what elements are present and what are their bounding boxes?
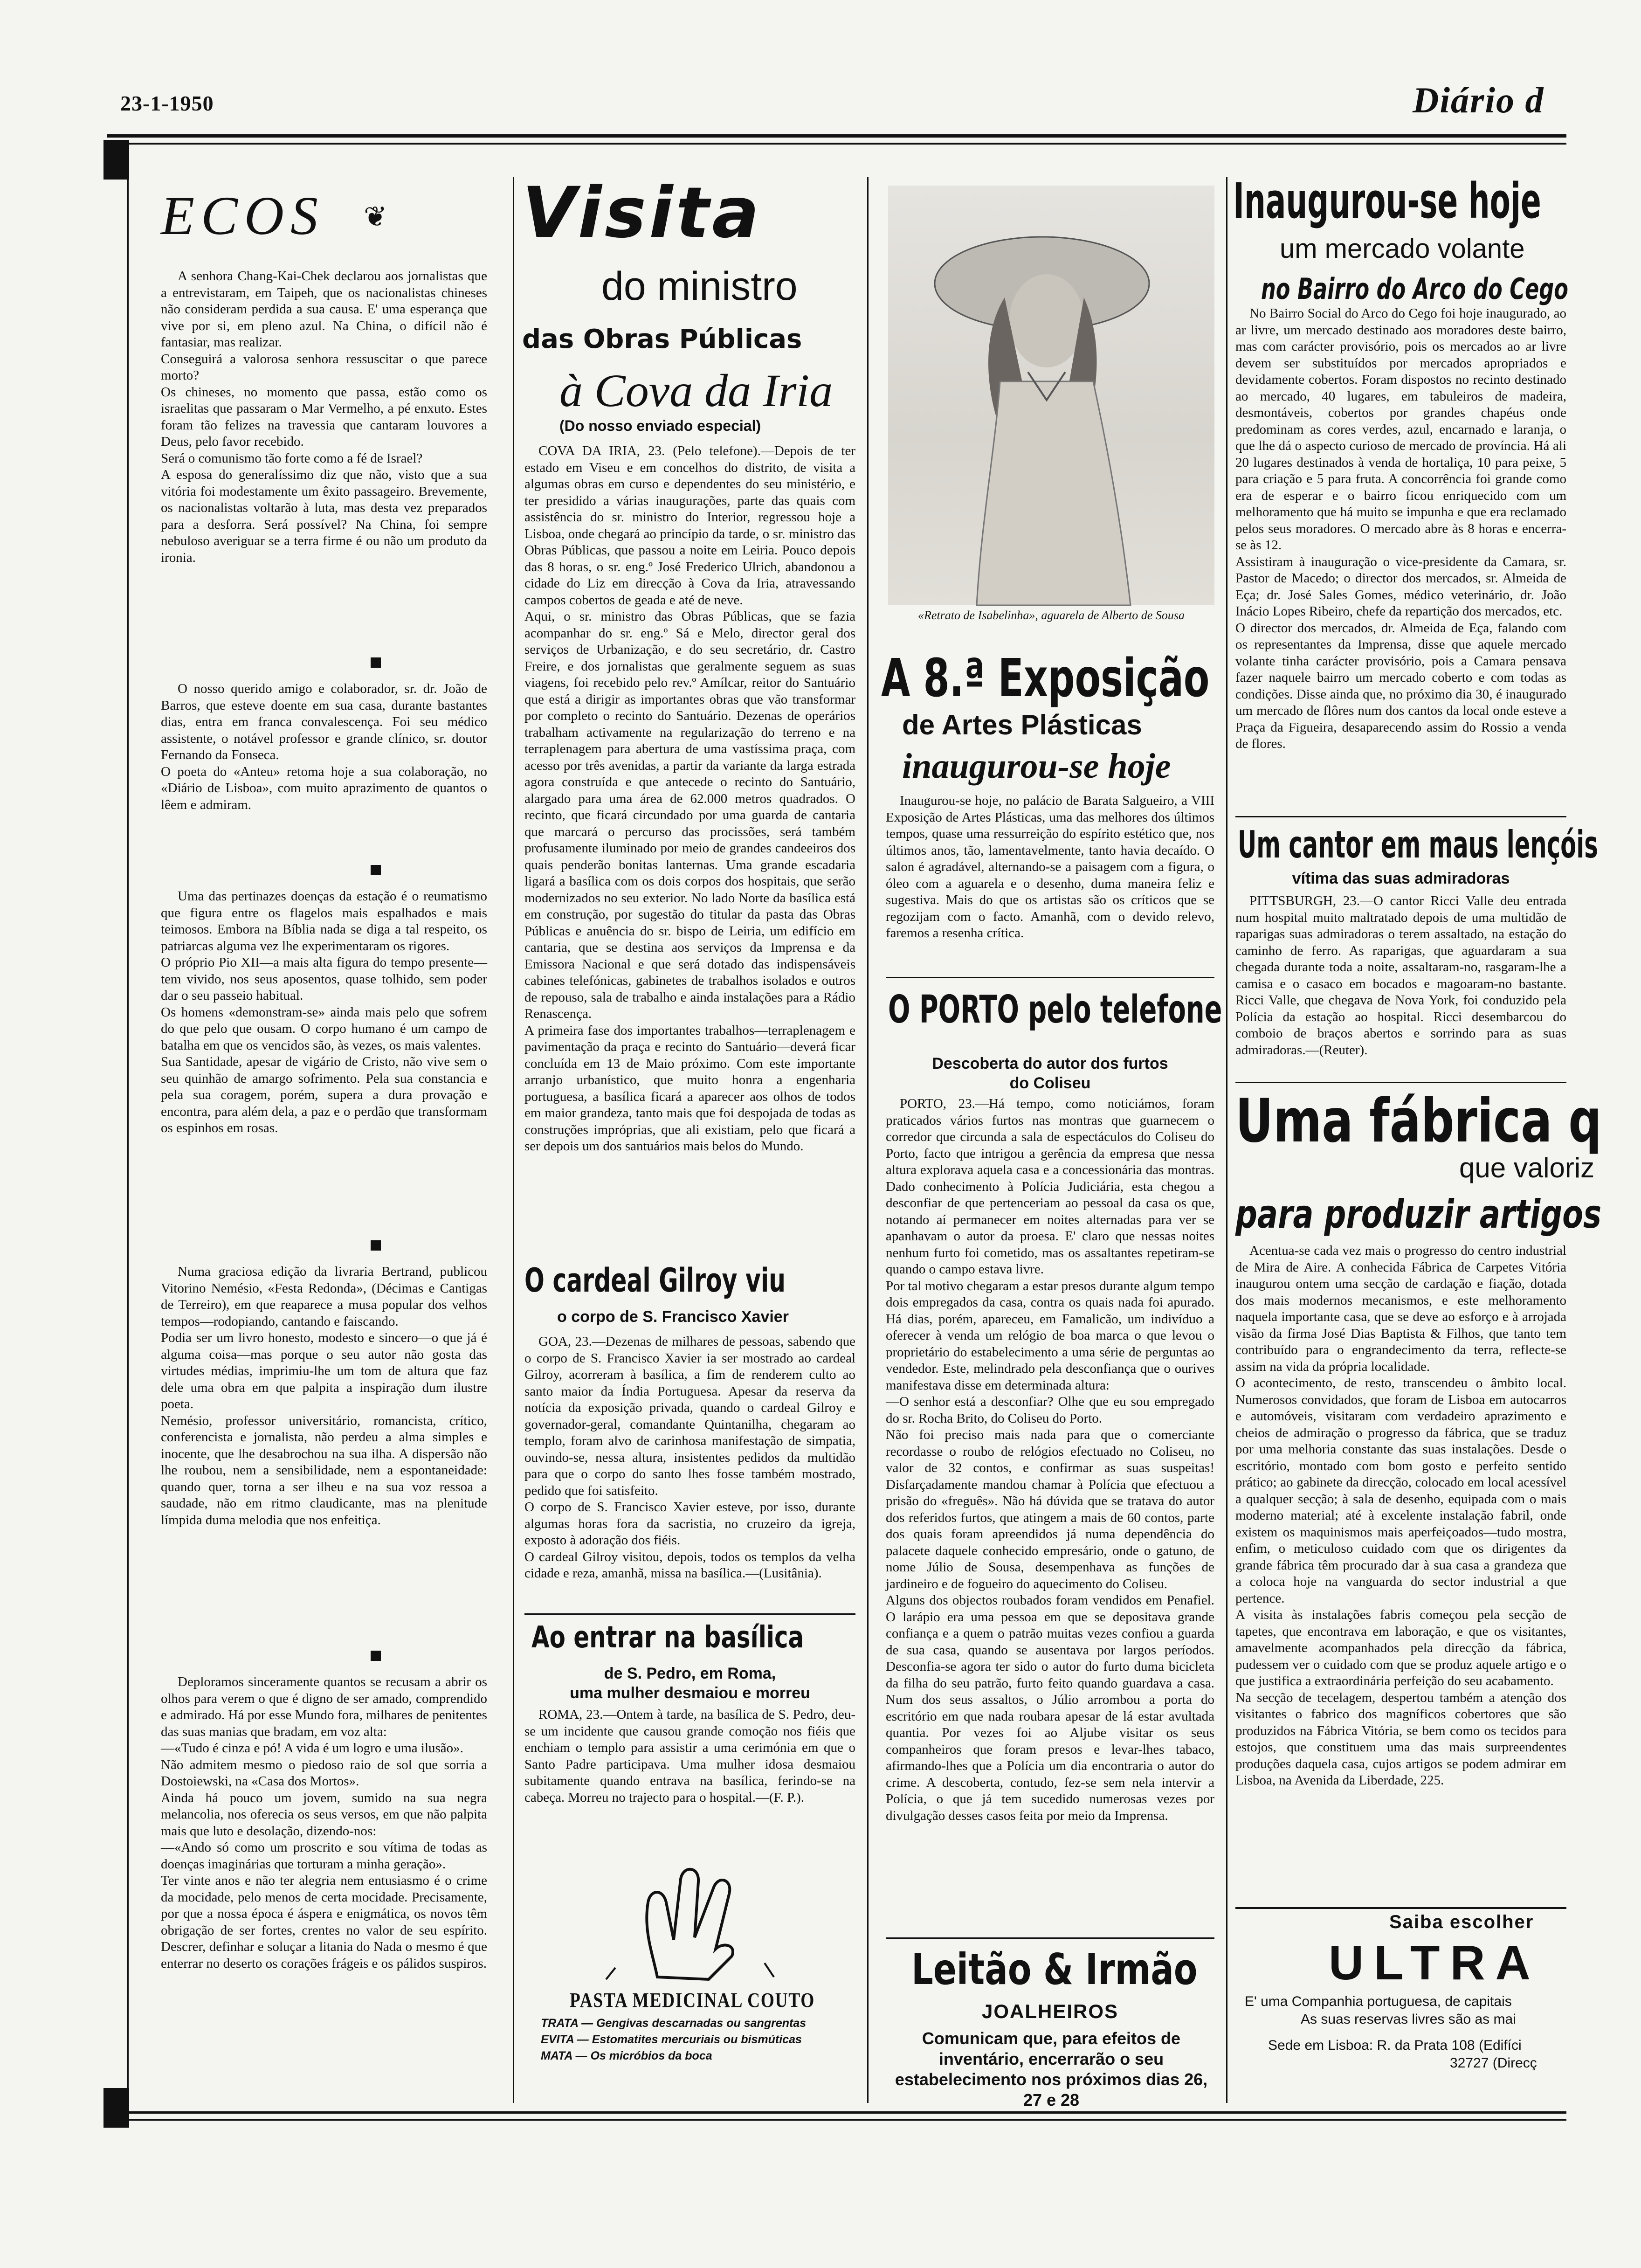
exposicao-headline-3: inaugurou-se hoje — [902, 747, 1171, 786]
separator-square — [371, 657, 381, 668]
visita-byline: (Do nosso enviado especial) — [559, 417, 761, 434]
ecos-title: ECOS — [161, 185, 324, 246]
porto-rule — [886, 977, 1214, 978]
ecos-paragraph-2: O nosso querido amigo e colaborador, sr. dr. João de Barros, que esteve doente em sua casa, durante bastantes dias, entra em franca convalescença. Foi seu médico assistente, o notável professor e grande clínico, sr. doutor Fernando da Fonseca. O poeta do «Anteu» retoma hoje a sua colaboração, no «Diário de Lisboa», com muito aprazimento de quantos o lêem e admiram. — [161, 681, 487, 812]
gilroy-headline: O cardeal Gilroy viu — [524, 1261, 786, 1300]
basilica-headline: Ao entrar na basílica — [531, 1620, 804, 1655]
masthead-rule-top — [107, 134, 1566, 138]
painting-image — [888, 186, 1214, 605]
masthead-rule-bottom — [107, 143, 1566, 145]
leitao-subhead: JOALHEIROS — [981, 2000, 1119, 2022]
exposicao-body: Inaugurou-se hoje, no palácio de Barata Salgueiro, a VIII Exposição de Artes Plásticas, uma das melhores dos últimos tempos, quase uma ressurreição do espírito estético que, nos últimos anos, tão, lamentavelmente, tanto havia decaído. O salon é agradável, alternando-se a paisagem com a figura, o óleo com a aguarela e o desenho, duma maneira feliz e sugestiva. Mais do que os artistas são os críticos que se regozijam com o facto. Amanhã, com o devido relevo, faremos a resenha crítica. — [886, 793, 1214, 940]
column-rule-3 — [1226, 177, 1227, 2103]
separator-square — [371, 1651, 381, 1661]
bottom-rule-2 — [107, 2119, 1566, 2121]
porto-subhead-1: Descoberta do autor dos furtos — [932, 1055, 1168, 1072]
bottom-rule-1 — [107, 2111, 1566, 2114]
mercado-headline-1: Inaugurou-se hoje — [1233, 173, 1541, 229]
ultra-line-4: Sede em Lisboa: R. da Prata 108 (Edifíci — [1268, 2038, 1522, 2053]
couto-title: PASTA MEDICINAL COUTO — [569, 1989, 815, 2012]
mercado-headline-2: um mercado volante — [1280, 234, 1525, 264]
left-border — [127, 168, 129, 2126]
column-rule-2 — [867, 177, 869, 2103]
ecos-paragraph-3: Uma das pertinazes doenças da estação é o reumatismo que figura entre os flagelos mais espalhados e mais teimosos. Embora na Bíblia nada se diga a tal respeito, os patriarcas alguma vez lhe experimentaram os rigores. O próprio Pio XII—a mais alta figura do tempo presente—tem vivido, nos seus aposentos, quase tolhido, sem poder dar o seu passeio habitual. Os homens «demonstram-se» ainda mais pelo que sofrem do que pelo que ousam. O corpo humano é um campo de batalha em que os vencidos são, às vezes, os mais valentes. Sua Santidade, apesar de vigário de Cristo, não vive sem o seu quinhão de amargo sofrimento. Pela sua constancia e pela sua coragem, porém, supera a dura provação e encontra, para além dela, a paz e o perdão que transformam os espinhos em rosas. — [161, 889, 487, 1135]
newspaper-name: Diário d — [1413, 80, 1544, 120]
fabrica-headline-2: que valoriz — [1459, 1152, 1595, 1183]
fabrica-rule — [1235, 1082, 1566, 1083]
separator-square — [371, 865, 381, 875]
visita-headline-2: do ministro — [601, 264, 798, 309]
leitao-body: Comunicam que, para efeitos de inventário, encerrarão o seu estabelecimento nos próximos dias 26, 27 e 28 — [895, 2029, 1208, 2109]
cantor-subhead: vítima das suas admiradoras — [1292, 870, 1510, 887]
fabrica-headline-1: Uma fábrica q — [1235, 1086, 1602, 1156]
fabrica-headline-wrap — [1235, 1086, 1602, 1156]
corner-block-top — [103, 140, 129, 180]
visita-body: COVA DA IRIA, 23. (Pelo telefone).—Depois de ter estado em Viseu e em concelhos do distrito, de visita a algumas obras em curso e dependentes do seu ministério, e ter presidido a várias inaugurações, parte das quais com assistência do sr. ministro do Interior, regressou hoje a Lisboa, onde chegará ao princípio da tarde, o sr. ministro das Obras Públicas, que passou a noite em Leiria. Pouco depois das 8 horas, o sr. eng.º José Frederico Ulrich, abandonou a cidade do Liz em direcção à Cova da Iria, atravessando campos cobertos de geada e até de neve. Aqui, o sr. ministro das Obras Públicas, que se fazia acompanhar do sr. eng.º Sá e Melo, director geral dos serviços de Urbanização, e do seu secretário, dr. Castro Freire, e dos jornalistas que geralmente seguem as suas viagens, foi recebido pelo rev.º Amílcar, reitor do Santuário que está a dirigir as importantes obras que vão transformar por completo o recinto do Santuário. Dezenas de operários trabalham activamente na regularização do terreno e na terraplenagem para abertura de uma vastíssima praça, com acesso por três avenidas, a partir da variante da larga estrada agora construída e que antecede o recinto do Santuário, alargado para uma área de 62.000 metros quadrados. O recinto, que ficará circundado por uma guarda de cantaria que marcará o percurso das procissões, será também profusamente iluminado por meio de grandes candeeiros dos quais penderão bonitas lanternas. Uma grande escadaria ligará a basílica com os dois corpos dos hospitais, que serão modernizados no seu exterior. No lado Norte da basílica está em construção, por sugestão do titular da pasta das Obras Públicas e anuência do sr. bispo de Leiria, um edifício em cantaria, que se destina aos serviços da Imprensa e da Emissora Nacional e que será dotado das indispensáveis cabines telefónicas, gabinetes de trabalhos isolados e outros de repouso, sala de trabalho e ainda instalações para a Rádio Renascença. A primeira fase dos importantes trabalhos—terraplenagem e pavimentação da praça e recinto do Santuário—deverá ficar concluída em 13 de Maio próximo. Com este importante arranjo urbanístico, que muito honra a engenharia portuguesa, a basílica ficará a aparecer aos olhos de todos em maior grandeza, tanto mais que foi despojada de todas as construções impróprias, que ali existiam, pelo que ficará a ser depois um dos santuários mais belos do Mundo. — [524, 443, 855, 1154]
leitao-headline: Leitão & Irmão — [911, 1944, 1198, 1994]
basilica-body: ROMA, 23.—Ontem à tarde, na basílica de S. Pedro, deu-se um incidente que causou grande comoção nos fiéis que enchiam o templo para assistir a uma cerimónia em que o Santo Padre participava. Uma mulher idosa desmaiou subitamente quando entrava na basílica, ferindo-se na cabeça. Morreu no trajecto para o hospital.—(F. P.). — [524, 1707, 855, 1805]
couto-line-2: EVITA — Estomatites mercuriais ou bismúticas — [541, 2033, 802, 2046]
ultra-line-3: As suas reservas livres são as mai — [1301, 2012, 1516, 2027]
cantor-rule — [1235, 816, 1566, 817]
mercado-headline-3: no Bairro do Arco do Cego — [1261, 272, 1568, 306]
cantor-headline: Um cantor em maus lençóis — [1238, 823, 1598, 866]
separator-square — [371, 1240, 381, 1251]
ecos-paragraph-4: Numa graciosa edição da livraria Bertrand, publicou Vitorino Nemésio, «Festa Redonda», (Décimas e Cantigas de Terreiro), em que reaparece a musa popular dos velhos tempos—rodopiando, cantando e faiscando. Podia ser um livro honesto, modesto e sincero—o que já é alguma coisa—mas porque o seu autor não gosta das virtudes médias, imprimiu-lhe um tom de altura que faz dele uma obra em que palpita a inspiração dum ilustre poeta. Nemésio, professor universitário, romancista, crítico, conferencista e jornalista, não perdeu a alma simples e inocente, que lhe desabrochou na sua ilha. A dispersão não lhe roubou, nem a sensibilidade, nem a espontaneidade: quando quer, torna a ser ilheu e na sua voz ressoa a saudade, não em ritmo claudicante, mas na plenitude límpida duma melodia que nos enfeitiça. — [161, 1264, 487, 1528]
basilica-subhead-1: de S. Pedro, em Roma, — [604, 1665, 776, 1682]
fabrica-body: Acentua-se cada vez mais o progresso do centro industrial de Mira de Aire. A conhecida Fábrica de Carpetes Vitória inaugurou ontem uma secção de cardação e fiação, dotada dos mais modernos mecanismos, e este melhoramento naquela importante casa, que se deve ao esforço e à arrojada visão da firma José Dias Baptista & Filhos, que tanto tem contribuído para o engrandecimento da terra, reflecte-se assim na vida da própria localidade. O acontecimento, de resto, transcendeu o âmbito local. Numerosos convidados, que foram de Lisboa em autocarros e automóveis, visitaram com verdadeiro aprazimento e cheios de admiração o progresso da fábrica, que se traduz por uma melhoria constante das suas instalações. Desde o escritório, montado com bom gosto e perfeito sentido prático; ao gabinete da direcção, colocado em local acessível a qualquer secção; à sala de desenho, equipada com o mais moderno material; até à excelente instalação fabril, onde existem os maquinismos mais aperfeiçoados—tudo mostra, enfim, o meticuloso cuidado com que os dirigentes da grande fábrica têm procurado dar à sua casa a grandeza que a coloca hoje na vanguarda do sector industrial a que pertence. A visita às instalações fabris começou pela secção de tapetes, que encontrava em laboração, e que os visitantes, amavelmente acompanhados pela direcção da fábrica, pudessem ver o cuidado com que se produz aquele artigo e o que justifica a extraordinária perfeição do seu acabamento. Na secção de tecelagem, despertou também a atenção dos visitantes o fabrico dos magníficos cobertores que são produzidos na Fábrica Vitória, se bem como os tecidos para estojos, que constituem uma das mais surpreendentes produções daquela casa, cujos artigos se podem admirar em Lisboa, na Avenida da Liberdade, 225. — [1235, 1243, 1566, 1788]
ecos-flourish-icon: ❦ — [364, 201, 387, 232]
ecos-paragraph-1: A senhora Chang-Kai-Chek declarou aos jornalistas que a entrevistaram, em Taipeh, que os nacionalistas chineses não consideram perdida a sua causa. E' uma esperança que vive por si, em pleno azul. Na China, o difícil não é fantasiar, mas realizar. Conseguirá a valorosa senhora ressuscitar o que parece morto? Os chineses, no momento que passa, estão como os israelitas que passaram o Mar Vermelho, a pé enxuto. Estes foram tão felizes na travessia que cantaram louvores a Deus, pelo favor recebido. Será o comunismo tão forte como a fé de Israel? A esposa do generalíssimo diz que não, visto que a sua vitória foi modestamente um êxito passageiro. Brevemente, os nacionalistas voltarão à luta, mas desta vez preparados para a desforra. Será possível? Na China, foi sempre nebuloso averiguar se a terra firme é ou não um produto da ironia. — [161, 269, 487, 565]
cantor-body: PITTSBURGH, 23.—O cantor Ricci Valle deu entrada num hospital muito maltratado depois de uma multidão de raparigas suas admiradoras o terem assaltado, na estação do caminho de ferro. As raparigas, que aguardaram a sua chegada durante toda a noite, assaltaram-no, rasgaram-lhe a camisa e o casaco em bocados e magoaram-no bastante. Ricci Valle, que chegava de Nova York, foi conduzido pela Polícia da estação ao hospital. Ricci desembarcou do comboio de braços abertos e sorrindo para as suas admiradoras.—(Reuter). — [1235, 893, 1566, 1058]
basilica-subhead-2: uma mulher desmaiou e morreu — [570, 1684, 810, 1702]
ad-couto — [541, 1860, 844, 2103]
ad-ultra — [1235, 1912, 1566, 2098]
couto-line-3: MATA — Os micróbios da boca — [541, 2049, 712, 2062]
visita-headline-3: das Obras Públicas — [522, 324, 802, 354]
hand-icon — [541, 1860, 844, 1986]
mercado-body: No Bairro Social do Arco do Cego foi hoje inaugurado, ao ar livre, um mercado destinado aos moradores deste bairro, mas com carácter provisório, pois os mercados ao ar livre devem ser substituídos por mercados apropriados e devidamente cobertos. Foram dispostos no recinto destinado ao mercado, 40 lugares, em tabuleiros de madeira, desmontáveis, cobertos por grandes chapéus onde predominam as cores verdes, azul, encarnado e laranja, o que lhe dá o aspecto curioso de mercado de província. Há ali 20 lugares destinados à venda de hortaliça, 10 para peixe, 5 para criação e 5 para fruta. A concorrência foi grande como era de esperar e o bairro ficou enriquecido com um melhoramento que há muito se impunha e que era reclamado pelos seus moradores. O mercado abre às 8 horas e encerra-se às 12. Assistiram à inauguração o vice-presidente da Camara, sr. Pastor de Macedo; o director dos mercados, sr. Almeida de Eça; dr. José Sales Gomes, médico veterinário, dr. João Inácio Lopes Ribeiro, chefe da repartição dos mercados, etc. O director dos mercados, dr. Almeida de Eça, falando com os representantes da Imprensa, disse que aquele mercado volante tinha carácter provisório, pois a Camara pensava fazer naquele bairro um mercado coberto e com todas as condições. Disse ainda que, no próximo dia 30, é inaugurado um mercado de flôres num dos cantos da local onde esteve a Praça da Figueira, desaparecendo assim do Rossio a venda de flores. — [1235, 306, 1566, 751]
gilroy-body: GOA, 23.—Dezenas de milhares de pessoas, sabendo que o corpo de S. Francisco Xavier ia ser mostrado ao cardeal Gilroy, acorreram à basílica, a fim de renderem culto ao santo maior da Índia Portuguesa. Apesar da reserva da notícia da exposição privada, quando o cardeal Gilroy e governador-geral, comandante Quintanilha, chegaram ao templo, foram alvo de carinhosa manifestação de simpatia, ouvindo-se, nessa altura, insistentes pedidos da multidão para que o corpo do santo lhes fosse também mostrado, pedido que foi satisfeito. O corpo de S. Francisco Xavier esteve, por isso, durante algumas horas fora da sacristia, no cruzeiro da igreja, exposto à adoração dos fiéis. O cardeal Gilroy visitou, depois, todos os templos da velha cidade e reza, amanhã, missa na basílica.—(Lusitânia). — [524, 1334, 855, 1581]
exposicao-headline-2: de Artes Plásticas — [902, 709, 1142, 740]
ultra-line-1: Saiba escolher — [1389, 1912, 1534, 1932]
fabrica-headline-3-wrap — [1235, 1191, 1602, 1238]
ultra-rule — [1235, 1907, 1566, 1909]
leitao-rule — [886, 1937, 1214, 1939]
basilica-rule — [524, 1613, 855, 1615]
issue-date: 23-1-1950 — [120, 91, 214, 115]
ultra-brand: ULTRA — [1329, 1936, 1541, 1990]
porto-subhead-2: do Coliseu — [1009, 1074, 1091, 1092]
couto-line-1: TRATA — Gengivas descarnadas ou sangrentas — [541, 2017, 807, 2030]
painting-caption: «Retrato de Isabelinha», aguarela de Alberto de Sousa — [918, 608, 1185, 622]
porto-body: PORTO, 23.—Há tempo, como noticiámos, foram praticados vários furtos nas montras que guarnecem o corredor que circunda a sala de espectáculos do Coliseu do Porto, facto que intrigou a gerência da empresa que nessa altura explorava aquela casa e a concessionária das montras. Dado conhecimento à Polícia Judiciária, esta chegou a desconfiar de que pertenceriam ao pessoal da casa os que, notando aí permanecer em noites alternadas para ver se apanhavam o autor da proesa. E' claro que nessas noites nenhum furto foi cometido, mas os assaltantes repetiram-se quando o campo estava livre. Por tal motivo chegaram a estar presos durante algum tempo dois empregados da casa, contra os quais nada foi apurado. Há dias, porém, apareceu, em Famalicão, um indivíduo a oferecer à venda um relógio de boa marca o que levou o proprietário do estabelecimento a uma série de perguntas ao vendedor. Este, melindrado pela desconfiança que o ourives manifestava disse em determinada altura: —O senhor está a desconfiar? Olhe que eu sou empregado do sr. Rocha Brito, do Coliseu do Porto. Não foi preciso mais nada para que o comerciante recordasse o roubo de relógios efectuado no Coliseu, no valor de 32 contos, e confirmar as suas suspeitas! Disfarçadamente mandou chamar à Polícia que efectuou a prisão do «freguês». Não há dúvida que se tratava do autor dos referidos furtos, que atingem a mais de 60 contos, parte dos quais foram apreendidos já numa dependência do palacete daquele conhecido empresário, onde o gatuno, de nome Júlio de Sousa, desempenhava as funções de jardineiro e de fogueiro do aquecimento do Coliseu. Alguns dos objectos roubados foram vendidos em Penafiel. O larápio era uma pessoa em que se depositava grande confiança e a quem o patrão muitas vezes confiou a guarda de sua casa, quando se ausentava por largos períodos. Desconfia-se agora ter sido o autor do furto duma bicicleta da filha do seu patrão, furto feito quando guardava a casa. Num dos seus assaltos, o Júlio arrombou a porta do escritório em que nada roubara apesar de lá estar avultada quantia. Por vezes foi ao Aljube visitar os seus companheiros que foram presos e levar-lhes tabaco, afirmando-lhes que a Polícia um dia encontraria o autor do crime. A descoberta, contudo, fez-se sem nela intervir a Polícia, o que já tem sucedido numerosas vezes por divulgação desses casos feita por meio da Imprensa. — [886, 1096, 1214, 1823]
ecos-paragraph-5: Deploramos sinceramente quantos se recusam a abrir os olhos para verem o que é digno de ser amado, comprendido e admirado. Há por esse Mundo fora, milhares de penitentes das suas manias que bradam, em voz alta: —«Tudo é cinza e pó! A vida é um logro e uma ilusão». Não admitem mesmo o piedoso raio de sol que sorria a Dostoiewski, na «Casa dos Mortos». Ainda há pouco um jovem, sumido na sua negra melancolia, nos oferecia os seus versos, em que não palpita mais que luto e desolação, dizendo-nos: —«Ando só como um proscrito e sou vítima de todas as doenças imaginárias que torturam a minha geração». Ter vinte anos e não ter alegria nem entusiasmo é o crime da mocidade, pelo menos de certa mocidade. Precisamente, por que a nossa época é áspera e enigmática, os novos têm obrigação de ser fortes, crentes no valor de seu espírito. Descrer, definhar e soluçar a litania do Nada o mesmo é que enterrar no deserto os corações frágeis e os pálidos suspiros. — [161, 1674, 487, 1971]
fabrica-headline-3: para produzir artigos — [1235, 1191, 1602, 1237]
porto-headline: O PORTO pelo telefone — [888, 988, 1222, 1032]
exposicao-headline-1: A 8.ª Exposição — [881, 648, 1210, 709]
ultra-line-5: 32727 (Direcç — [1450, 2055, 1537, 2071]
gilroy-subhead: o corpo de S. Francisco Xavier — [557, 1308, 789, 1326]
ultra-line-2: E' uma Companhia portuguesa, de capitais — [1245, 1994, 1512, 2009]
visita-headline: Visita — [522, 173, 762, 254]
visita-headline-4: à Cova da Iria — [559, 365, 833, 416]
column-rule-1 — [513, 177, 514, 2103]
corner-block-bottom — [103, 2088, 129, 2128]
